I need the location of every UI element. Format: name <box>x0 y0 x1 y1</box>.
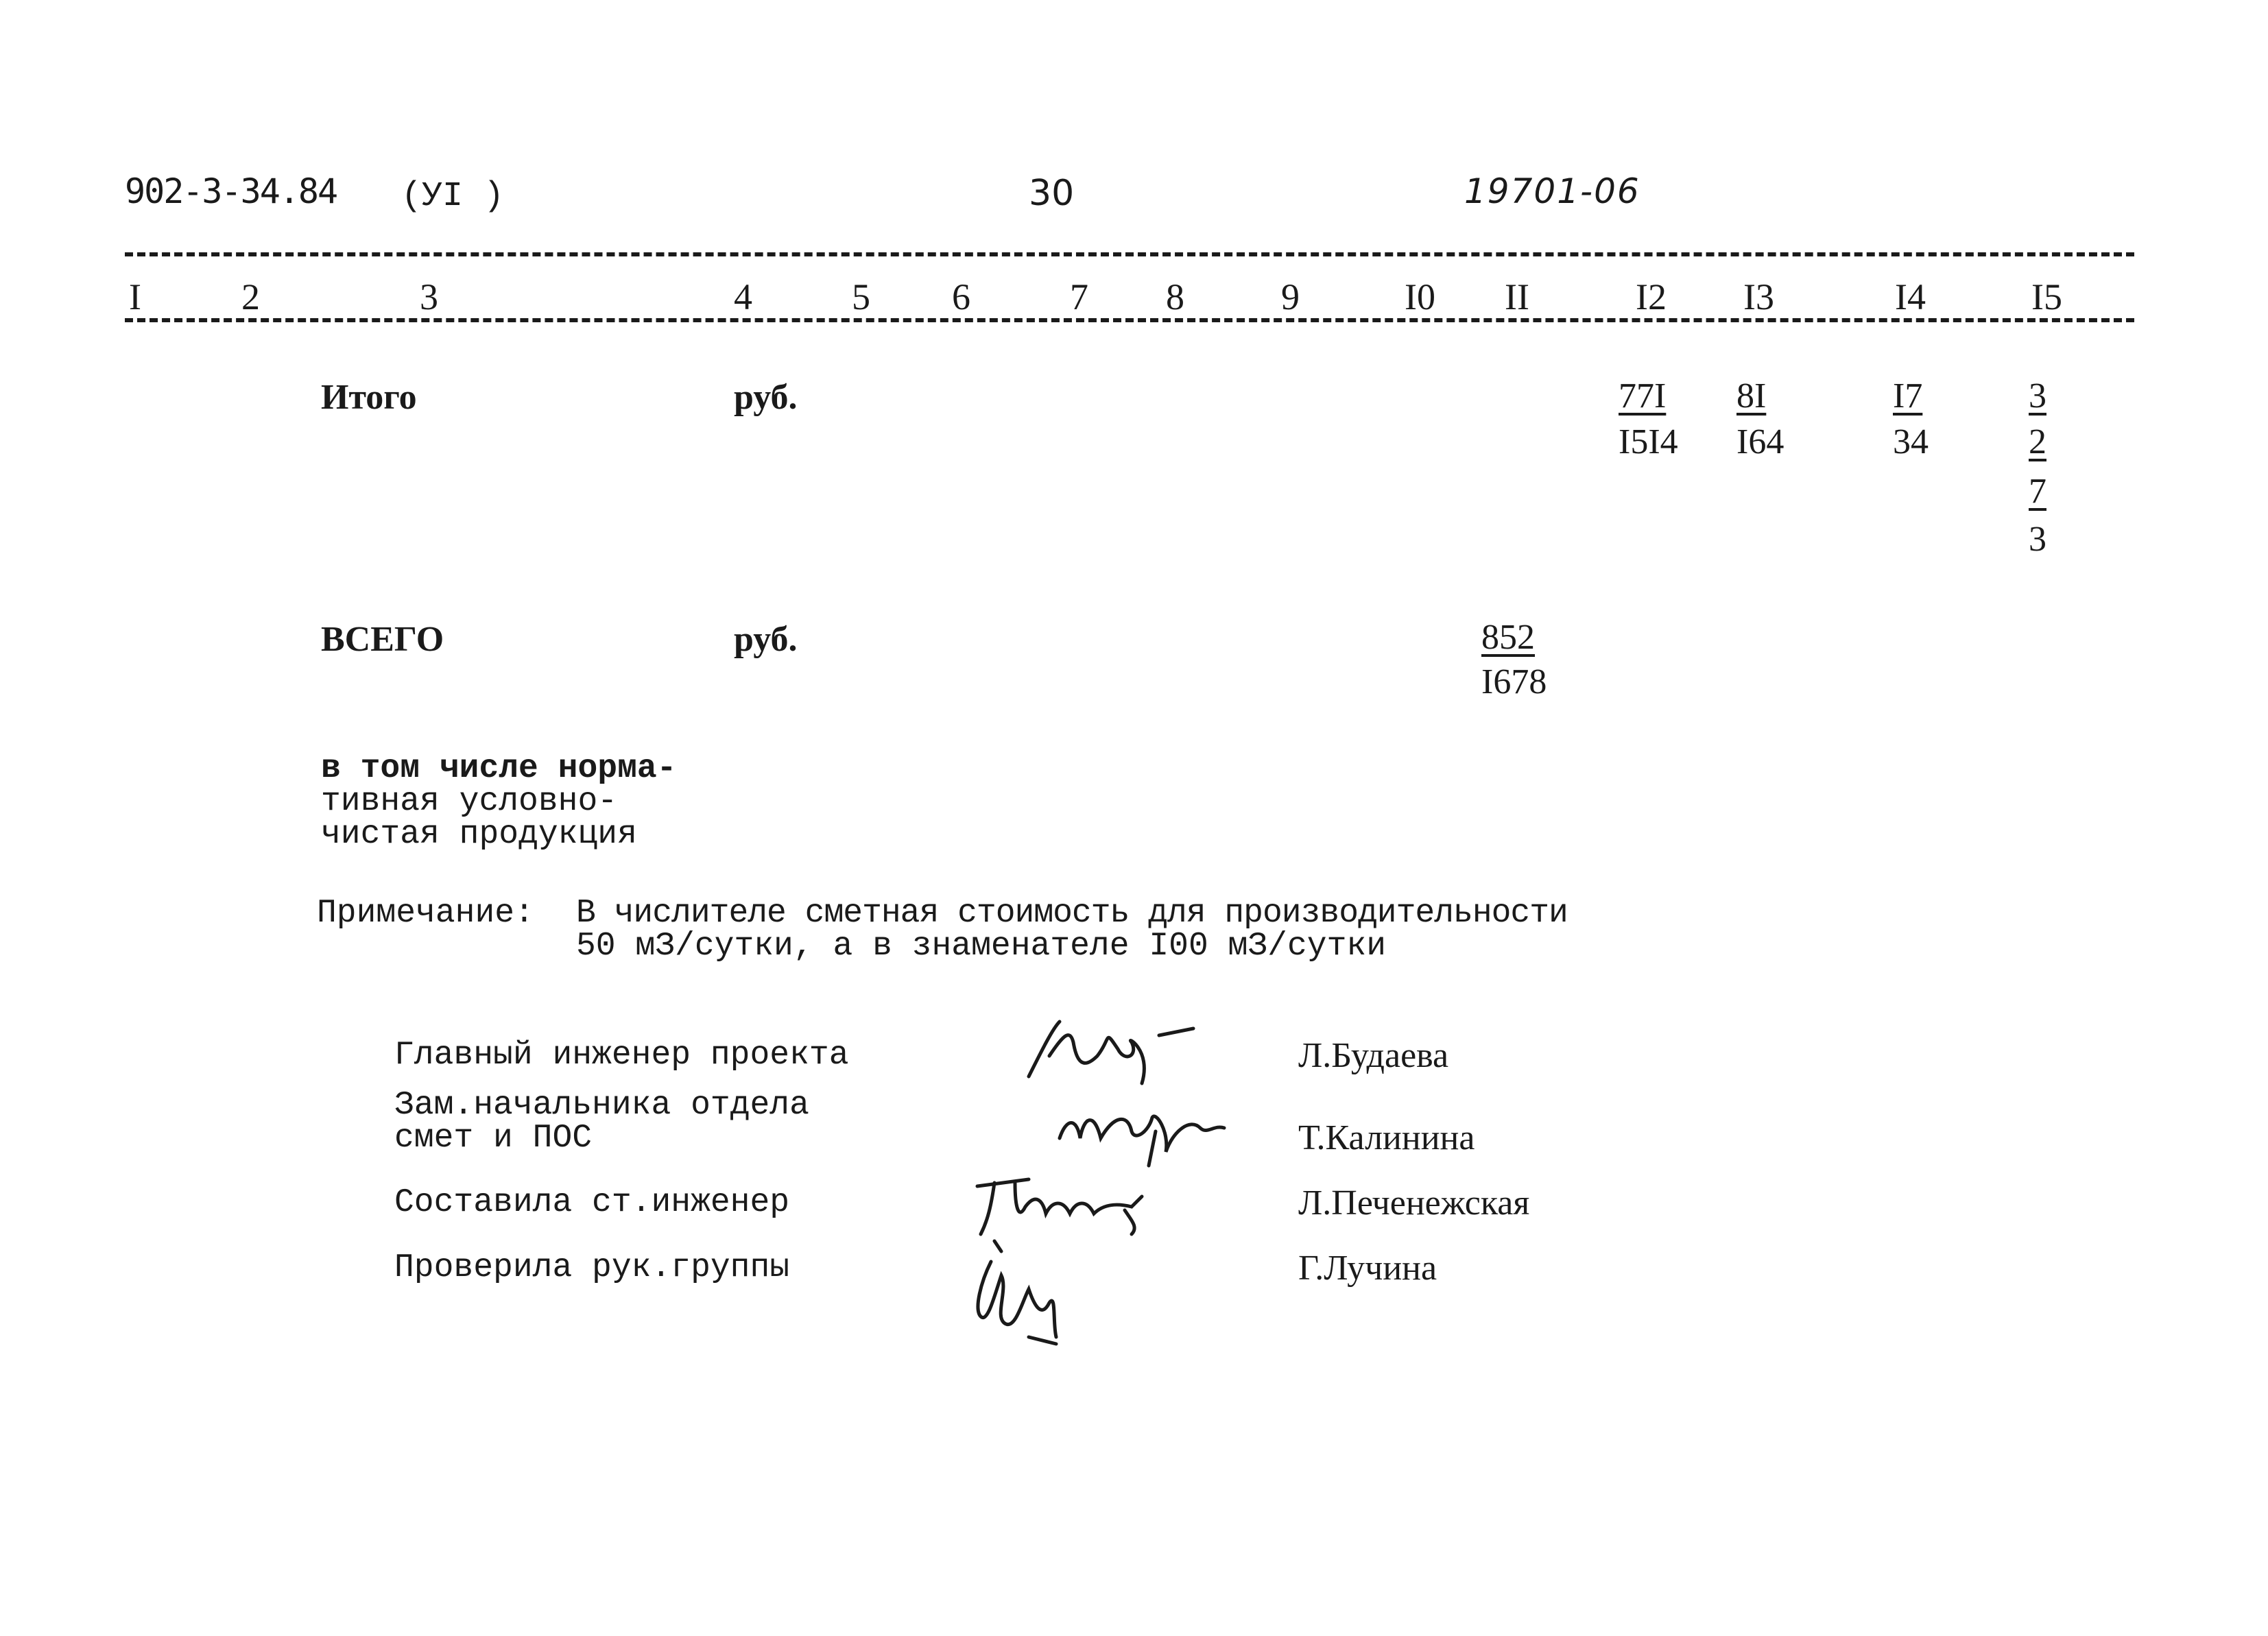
signatory-name: Л.Будаева <box>1298 1036 1449 1075</box>
column-number: 9 <box>1281 276 1300 317</box>
itogo-col14-denominator: 34 <box>1893 422 1929 461</box>
including-line: тивная условно- <box>321 783 618 820</box>
document-code: 902-3-34.84 <box>125 171 337 211</box>
itogo-col12-denominator: I5I4 <box>1619 422 1678 461</box>
signatory-name: Л.Печенежская <box>1298 1183 1530 1223</box>
column-number: I3 <box>1743 276 1774 317</box>
itogo-label: Итого <box>321 378 417 417</box>
column-number: 3 <box>420 276 438 317</box>
column-number: 5 <box>852 276 870 317</box>
signatory-role-continuation: смет и ПОС <box>394 1120 593 1157</box>
including-line: в том числе норма- <box>321 750 677 787</box>
signatory-role: Зам.начальника отдела <box>394 1087 809 1124</box>
including-line: чистая продукция <box>321 816 637 853</box>
column-number: I <box>129 276 141 317</box>
column-number: 8 <box>1166 276 1184 317</box>
itogo-col14-numerator: I7 <box>1893 376 1923 416</box>
handwritten-signature <box>967 1166 1152 1241</box>
vsego-col11-denominator: I678 <box>1481 662 1547 701</box>
signatory-role: Составила ст.инженер <box>394 1184 790 1221</box>
itogo-col13-denominator: I64 <box>1736 422 1784 461</box>
note-label: Примечание: <box>317 895 534 932</box>
section-number: (УI ) <box>401 177 505 216</box>
header-bottom-rule <box>125 318 2134 322</box>
signatory-name: Т.Калинина <box>1298 1118 1475 1157</box>
column-number: I2 <box>1636 276 1667 317</box>
column-number: 7 <box>1070 276 1088 317</box>
column-number: 4 <box>734 276 752 317</box>
vsego-label: ВСЕГО <box>321 620 444 659</box>
itogo-unit: руб. <box>734 378 798 417</box>
itogo-col13-numerator: 8I <box>1736 376 1767 416</box>
column-number: II <box>1505 276 1529 317</box>
itogo-col15-value: 3 <box>2029 376 2046 416</box>
handwritten-signature <box>953 1234 1077 1351</box>
handwritten-signature <box>1022 1008 1214 1097</box>
inventory-number: 19701-06 <box>1464 171 1640 211</box>
vsego-col11-numerator: 852 <box>1481 618 1535 657</box>
itogo-col12-numerator: 77I <box>1619 376 1667 416</box>
itogo-col15-value: 3 <box>2029 520 2046 559</box>
column-number: I5 <box>2031 276 2062 317</box>
column-number: 6 <box>952 276 970 317</box>
signatory-role: Главный инженер проекта <box>394 1037 849 1074</box>
header-top-rule <box>125 252 2134 256</box>
signatory-role: Проверила рук.группы <box>394 1249 790 1286</box>
signatory-name: Г.Лучина <box>1298 1249 1437 1288</box>
column-number: I0 <box>1405 276 1435 317</box>
handwritten-signature <box>1053 1090 1231 1172</box>
itogo-col15-value: 2 <box>2029 422 2046 461</box>
itogo-col15-value: 7 <box>2029 472 2046 511</box>
page-number: 30 <box>1029 173 1075 214</box>
note-text-line: 50 мЗ/сутки, а в знаменателе I00 мЗ/сутки <box>576 928 1386 965</box>
column-number: 2 <box>241 276 260 317</box>
vsego-unit: руб. <box>734 620 798 659</box>
note-text-line: В числителе сметная стоимость для производительности <box>576 895 1568 932</box>
column-number: I4 <box>1895 276 1926 317</box>
